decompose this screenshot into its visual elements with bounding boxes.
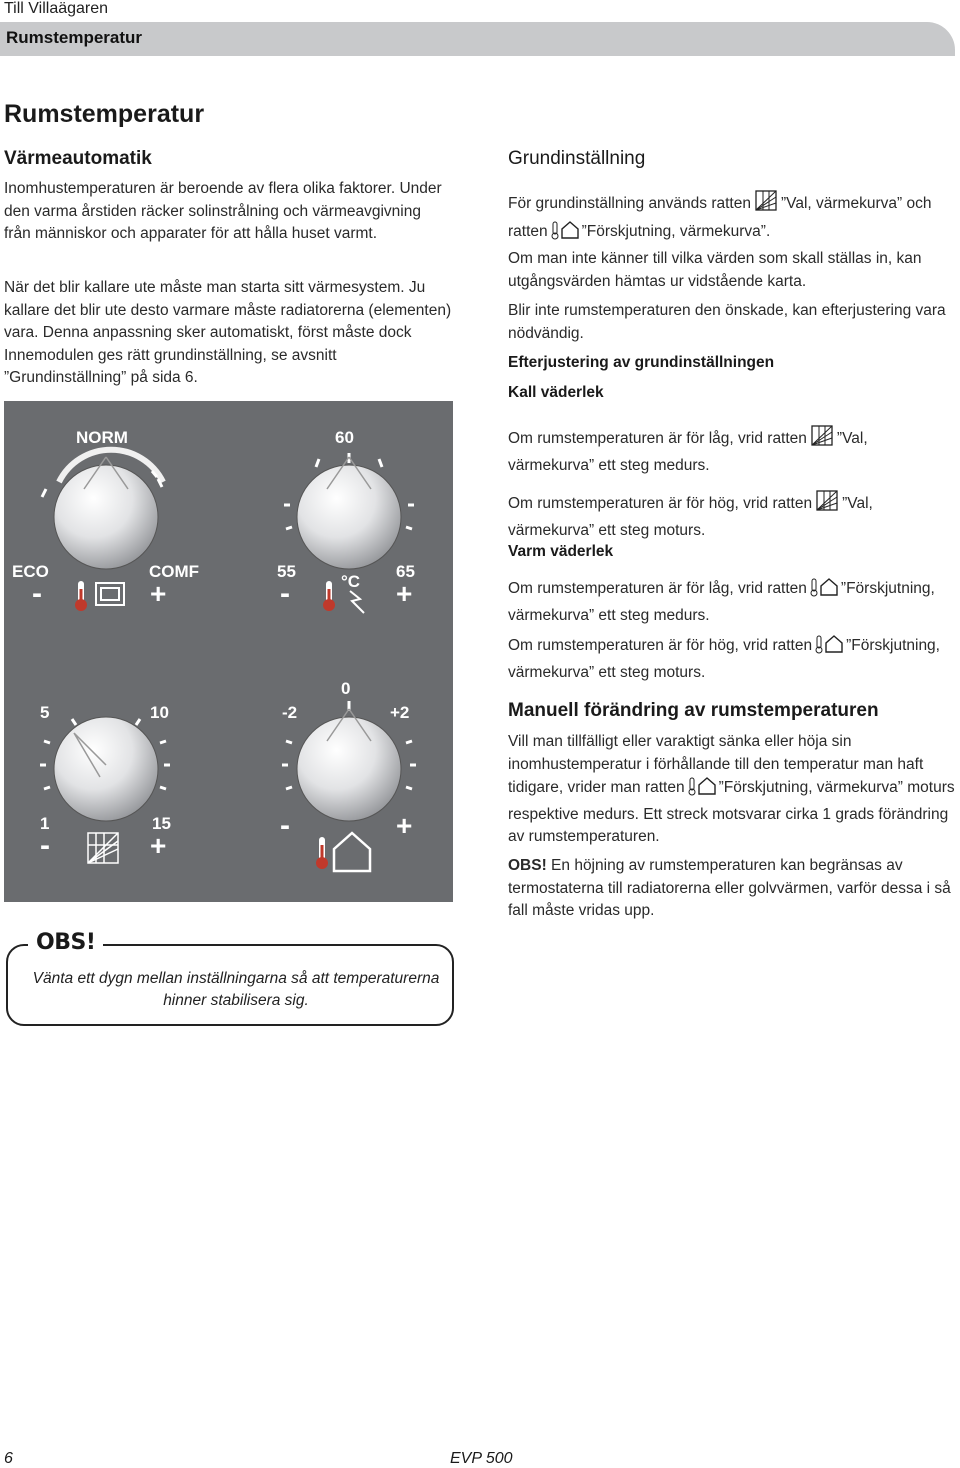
knob3-label-bottomright: 15: [152, 814, 171, 833]
thermometer-icon: [75, 581, 87, 611]
varm-hog-b: ”Förskjutning, värmekurva” ett steg moturs.: [508, 637, 940, 681]
control-panel-illustration: [4, 401, 453, 902]
kall-hog-a: Om rumstemperaturen är för hög, vrid ratten: [508, 495, 813, 512]
kall-lag-b: ”Val, värmekurva” ett steg medurs.: [508, 430, 868, 474]
paragraph-startvalues: Om man inte känner till vilka värden som skall ställas in, kan utgångsvärden hämtas ur vidstående karta.: [508, 250, 922, 290]
knob1-plus: +: [150, 578, 167, 609]
thermometer-house-icon: [810, 577, 838, 605]
knob-diagram: [4, 401, 453, 902]
knob-curve-select: [54, 717, 158, 821]
knob2-label-top: 60: [335, 428, 354, 447]
varm-lag-a: Om rumstemperaturen är för låg, vrid ratten: [508, 580, 807, 597]
paragraph-obs: [508, 855, 958, 923]
knob1-label-right: COMF: [149, 562, 200, 581]
paragraph-adjustment: När det blir kallare ute måste man starta sitt värmesystem. Ju kallare det blir ute desto varmare måste radiatorerna (elementen) vara. Denna anpassning sker automatiskt, först måste dock Innemodulen ges rätt grundinställning, se avsnitt ”Grundinställning” på sida 6.: [4, 279, 452, 386]
knob4-minus: -: [280, 809, 290, 842]
thermometer-house-icon: [551, 220, 579, 248]
knob1-minus: -: [32, 577, 42, 610]
knob2-minus: -: [280, 577, 290, 610]
heating-curve-icon: [815, 490, 839, 520]
knob3-label-topleft: 5: [40, 703, 50, 722]
kall-lag-a: Om rumstemperaturen är för låg, vrid ratten: [508, 430, 807, 447]
subheading-varm: Varm väderlek: [508, 543, 614, 560]
subheading-kall: Kall väderlek: [508, 384, 604, 401]
radiator-icon: [96, 583, 124, 605]
paragraph-manuell: [508, 731, 958, 849]
obs-inline-label: OBS!: [508, 857, 547, 874]
knob2-label-right: 65: [396, 562, 415, 581]
knob3-plus: +: [150, 830, 167, 861]
grund-text-b: ”Val, värmekurva” och ratten: [508, 195, 932, 240]
knob3-label-topright: 10: [150, 703, 169, 722]
obs-label: OBS!: [28, 930, 103, 955]
heading-varmeautomatik: Värmeautomatik: [4, 148, 152, 169]
paragraph-varm-lag: [508, 577, 954, 627]
grund-text-c: ”Förskjutning, värmekurva”.: [581, 222, 771, 240]
knob1-label-left: ECO: [12, 562, 49, 581]
knob-temperature: [297, 465, 401, 569]
knob2-label-left: 55: [277, 562, 296, 581]
thermometer-icon: [323, 581, 335, 611]
paragraph-efterjustering: Blir inte rumstemperaturen den önskade, kan efterjustering vara nödvändig.: [508, 302, 946, 342]
obs-text: Vänta ett dygn mellan inställningarna så att temperaturerna hinner stabilisera sig.: [32, 970, 440, 1009]
header-title: Rumstemperatur: [6, 28, 143, 47]
knob2-plus: +: [396, 578, 413, 609]
knob4-label-top: 0: [341, 679, 351, 698]
knob4-plus: +: [396, 810, 413, 841]
thermometer-icon: [316, 837, 328, 869]
model-name: EVP 500: [450, 1450, 513, 1467]
house-icon: [334, 833, 370, 871]
header-section: Till Villaägaren: [4, 0, 109, 17]
kall-hog-b: ”Val, värmekurva” ett steg moturs.: [508, 495, 873, 539]
knob3-minus: -: [40, 829, 50, 862]
header-bar: [0, 22, 955, 56]
thermometer-house-icon: [688, 776, 716, 804]
knob4-label-right: +2: [390, 703, 410, 722]
varm-lag-b: ”Förskjutning, värmekurva” ett steg medurs.: [508, 580, 935, 624]
heating-curve-icon: [810, 425, 834, 455]
thermometer-house-icon: [815, 634, 843, 662]
manuell-b: ”Förskjutning, värmekurva” moturs respektive medurs. Ett streck motsvarar cirka 1 grads förändring av rumstemperaturen.: [508, 779, 955, 845]
paragraph-kall-lag: [508, 425, 954, 477]
page-number: 6: [4, 1450, 13, 1467]
heating-curve-icon: [88, 833, 118, 863]
heading-grundinstallning: Grundinställning: [508, 148, 646, 169]
heading-manuell: Manuell förändring av rumstemperaturen: [508, 700, 879, 721]
subheading-efterjustering: Efterjustering av grundinställningen: [508, 354, 775, 371]
obs-inline-text: En höjning av rumstemperaturen kan begränsas av termostaterna till radiatorerna eller golvvärmen, varför dessa i så fall måste vridas upp.: [508, 857, 951, 919]
manuell-a: Vill man tillfälligt eller varaktigt sänka eller höja sin inomhustemperatur i förhållande till den temperatur man haft tidigare, vrider man ratten: [508, 733, 924, 796]
knob1-label-top: NORM: [76, 428, 128, 447]
knob-mode: [54, 465, 158, 569]
paragraph-varm-hog: [508, 634, 954, 684]
knob3-label-bottomleft: 1: [40, 814, 50, 833]
knob4-label-left: -2: [282, 703, 298, 722]
page-title: Rumstemperatur: [4, 100, 205, 128]
paragraph-kall-hog: [508, 490, 954, 542]
knob2-unit: °C: [341, 572, 361, 591]
varm-hog-a: Om rumstemperaturen är för hög, vrid ratten: [508, 637, 813, 654]
lightning-icon: [350, 591, 364, 613]
heating-curve-icon: [754, 190, 778, 220]
grund-text-a: För grundinställning används ratten: [508, 195, 751, 212]
paragraph-grund: [508, 190, 954, 247]
knob-curve-offset: [297, 717, 401, 821]
paragraph-intro: Inomhustemperaturen är beroende av flera olika faktorer. Under den varma årstiden räcker solinstrålning och värmeavgivning från människor och apparater för att hålla huset varmt.: [4, 180, 442, 242]
